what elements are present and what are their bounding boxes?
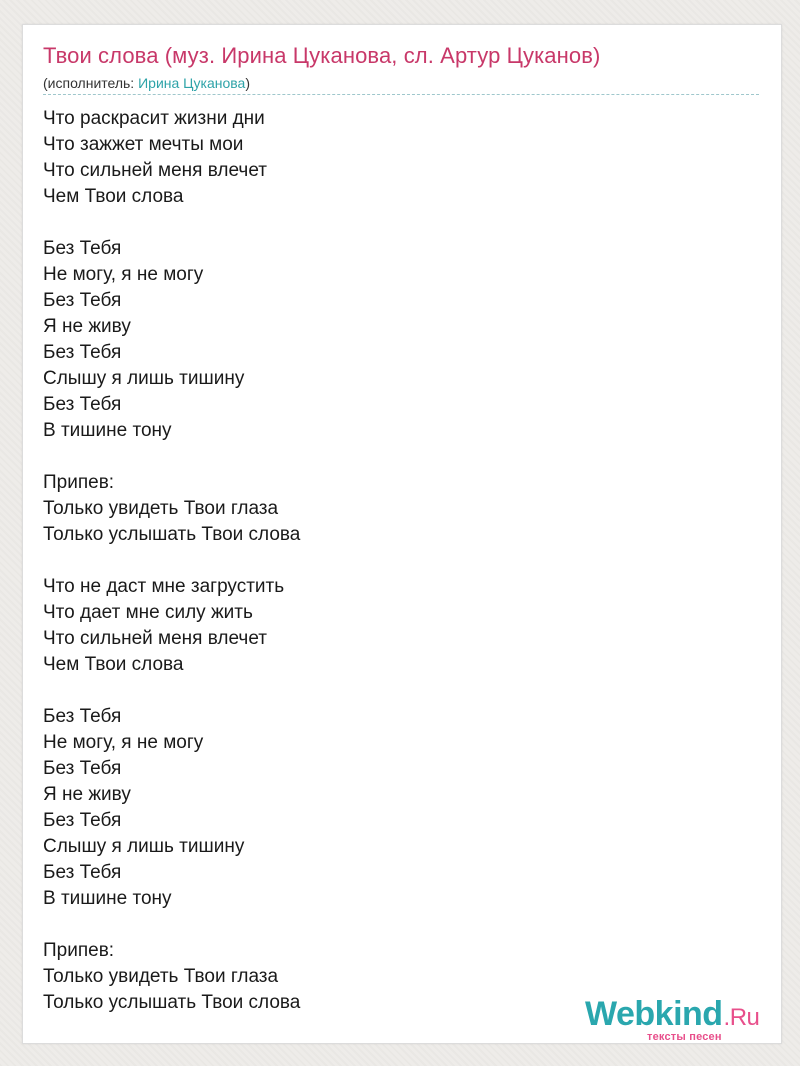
lyric-line: Только увидеть Твои глаза [43,966,279,987]
lyric-line: Только услышать Твои слова [43,524,301,545]
lyric-line: Без Тебя [43,238,122,259]
performer-line [43,75,250,91]
lyrics-card [22,24,782,1044]
stanza-gap [43,678,300,704]
song-title: Твои слова (муз. Ирина Цуканова, сл. Артур Цуканов) [43,43,601,68]
logo-wordmark [585,997,759,1031]
lyric-line: Что раскрасит жизни дни [43,108,265,129]
lyric-line: Я не живу [43,316,131,337]
lyric-line: Без Тебя [43,862,122,883]
performer-prefix: (исполнитель: [43,75,139,91]
stanza-gap [43,210,300,236]
logo-tld: .Ru [723,1004,760,1031]
logo-main-text: Webkind [585,995,723,1033]
lyrics-body [43,106,300,1016]
lyric-line: Чем Твои слова [43,654,184,675]
lyric-line: Без Тебя [43,342,122,363]
lyric-line: Слышу я лишь тишину [43,836,245,857]
lyric-line: Не могу, я не могу [43,264,204,285]
lyric-line: Чем Твои слова [43,186,184,207]
stanza-gap [43,912,300,938]
lyric-line: Без Тебя [43,290,122,311]
lyric-line: Только увидеть Твои глаза [43,498,279,519]
performer-suffix: ) [245,75,251,91]
lyric-line: Припев: [43,472,115,493]
lyric-line: Слышу я лишь тишину [43,368,245,389]
stanza-gap [43,444,300,470]
performer-link[interactable]: Ирина Цуканова [138,75,246,91]
lyric-line: Без Тебя [43,758,122,779]
lyric-line: Что сильней меня влечет [43,160,267,181]
lyric-line: Что дает мне силу жить [43,602,253,623]
lyric-line: Только услышать Твои слова [43,992,301,1013]
lyric-line: Без Тебя [43,706,122,727]
title-divider [43,94,759,95]
lyric-line: Я не живу [43,784,131,805]
lyric-line: Не могу, я не могу [43,732,204,753]
lyric-line: В тишине тону [43,420,172,441]
lyric-line: Без Тебя [43,810,122,831]
lyric-line: Что зажжет мечты мои [43,134,244,155]
logo-tagline: тексты песен [647,1031,722,1043]
lyric-line: Что не даст мне загрустить [43,576,285,597]
lyric-line: Что сильней меня влечет [43,628,267,649]
lyric-line: Припев: [43,940,115,961]
stanza-gap [43,548,300,574]
lyric-line: Без Тебя [43,394,122,415]
lyric-line: В тишине тону [43,888,172,909]
webkind-logo[interactable] [585,997,781,1045]
